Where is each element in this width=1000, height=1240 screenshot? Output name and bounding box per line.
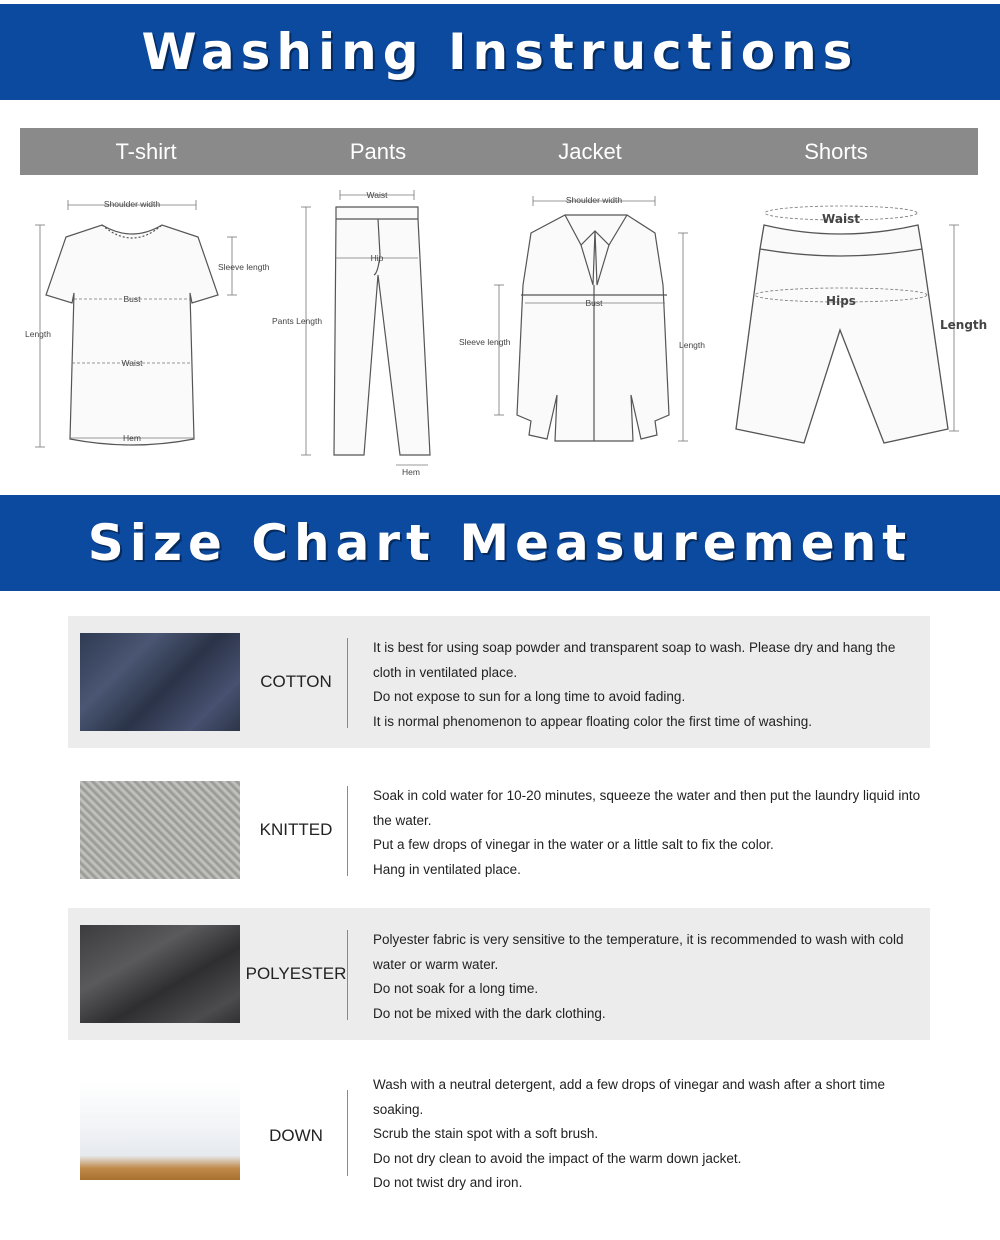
shorts-diagram (728, 185, 993, 485)
fabric-description (373, 1073, 925, 1196)
fabric-row-cotton (68, 616, 930, 748)
fabric-description (373, 928, 925, 1026)
description-line: It is normal phenomenon to appear floating color the first time of washing. (373, 713, 812, 729)
fabric-row-knitted (68, 764, 930, 896)
size-chart-title: Size Chart Measurement (87, 514, 913, 572)
pants-diagram (268, 185, 448, 485)
washing-banner (0, 4, 1000, 100)
fabric-row-down (68, 1056, 930, 1200)
fabric-name: COTTON (260, 672, 332, 691)
jacket-illustration (455, 185, 720, 485)
fabric-description (373, 636, 925, 734)
tshirt-label-bust: Bust (123, 294, 141, 304)
description-line: Do not twist dry and iron. (373, 1175, 523, 1190)
divider (347, 1090, 348, 1176)
tshirt-label-sleeve: Sleeve length (218, 262, 270, 272)
description-line: Soak in cold water for 10-20 minutes, squeeze the water and then put the laundry liquid into the water. (373, 788, 921, 828)
description-line: Do not dry clean to avoid the impact of the warm down jacket. (373, 1150, 742, 1166)
fabric-name: POLYESTER (245, 964, 347, 983)
shorts-label-waist: Waist (822, 212, 860, 226)
size-chart-banner (0, 495, 1000, 591)
tshirt-label-hem: Hem (123, 433, 141, 443)
description-line: Put a few drops of vinegar in the water or a little salt to fix the color. (373, 837, 774, 852)
jacket-label-shoulder: Shoulder width (565, 195, 623, 205)
shorts-illustration (728, 185, 993, 485)
description-line: Hang in ventilated place. (373, 861, 521, 877)
description-line: Do not be mixed with the dark clothing. (373, 1005, 606, 1021)
fabric-description (373, 784, 925, 882)
knitted-swatch (80, 781, 240, 879)
divider (347, 638, 348, 728)
divider (347, 786, 348, 876)
pants-illustration (268, 185, 448, 485)
fabric-row-polyester (68, 908, 930, 1040)
fabric-name: KNITTED (259, 820, 333, 839)
description-line: Do not soak for a long time. (373, 981, 539, 996)
description-line: Polyester fabric is very sensitive to the temperature, it is recommended to wash with cold water or warm water. (373, 932, 904, 972)
shorts-label-hips: Hips (826, 294, 856, 308)
tshirt-illustration (20, 185, 280, 485)
description-line: Scrub the stain spot with a soft brush. (373, 1126, 599, 1141)
tshirt-label-waist: Waist (121, 358, 143, 368)
description-line: Wash with a neutral detergent, add a few drops of vinegar and wash after a short time soaking. (373, 1077, 886, 1117)
tshirt-diagram (20, 185, 280, 485)
pants-label-waist: Waist (366, 190, 388, 200)
garment-header-bar (20, 128, 978, 175)
garment-title-tshirt: T-shirt (115, 139, 177, 164)
jacket-diagram (455, 185, 720, 485)
washing-title: Washing Instructions (141, 23, 859, 81)
polyester-swatch (80, 925, 240, 1023)
tshirt-label-length: Length (25, 329, 51, 339)
garment-title-pants: Pants (349, 139, 407, 164)
shorts-label-length: Length (940, 318, 988, 332)
pants-label-hem: Hem (402, 467, 420, 477)
down-swatch (80, 1082, 240, 1180)
pants-label-length: Pants Length (272, 316, 323, 326)
tshirt-label-shoulder: Shoulder width (103, 199, 161, 209)
jacket-label-bust: Bust (585, 298, 603, 308)
pants-label-hip: Hip (370, 253, 384, 263)
cotton-swatch (80, 633, 240, 731)
garment-title-shorts: Shorts (804, 139, 868, 164)
jacket-label-sleeve: Sleeve length (459, 337, 511, 347)
fabric-name: DOWN (269, 1126, 323, 1145)
description-line: It is best for using soap powder and transparent soap to wash. Please dry and hang the cloth in ventilated place. (373, 640, 896, 680)
divider (347, 930, 348, 1020)
garment-title-jacket: Jacket (558, 139, 622, 164)
jacket-label-length: Length (679, 340, 705, 350)
description-line: Do not expose to sun for a long time to avoid fading. (373, 689, 686, 704)
